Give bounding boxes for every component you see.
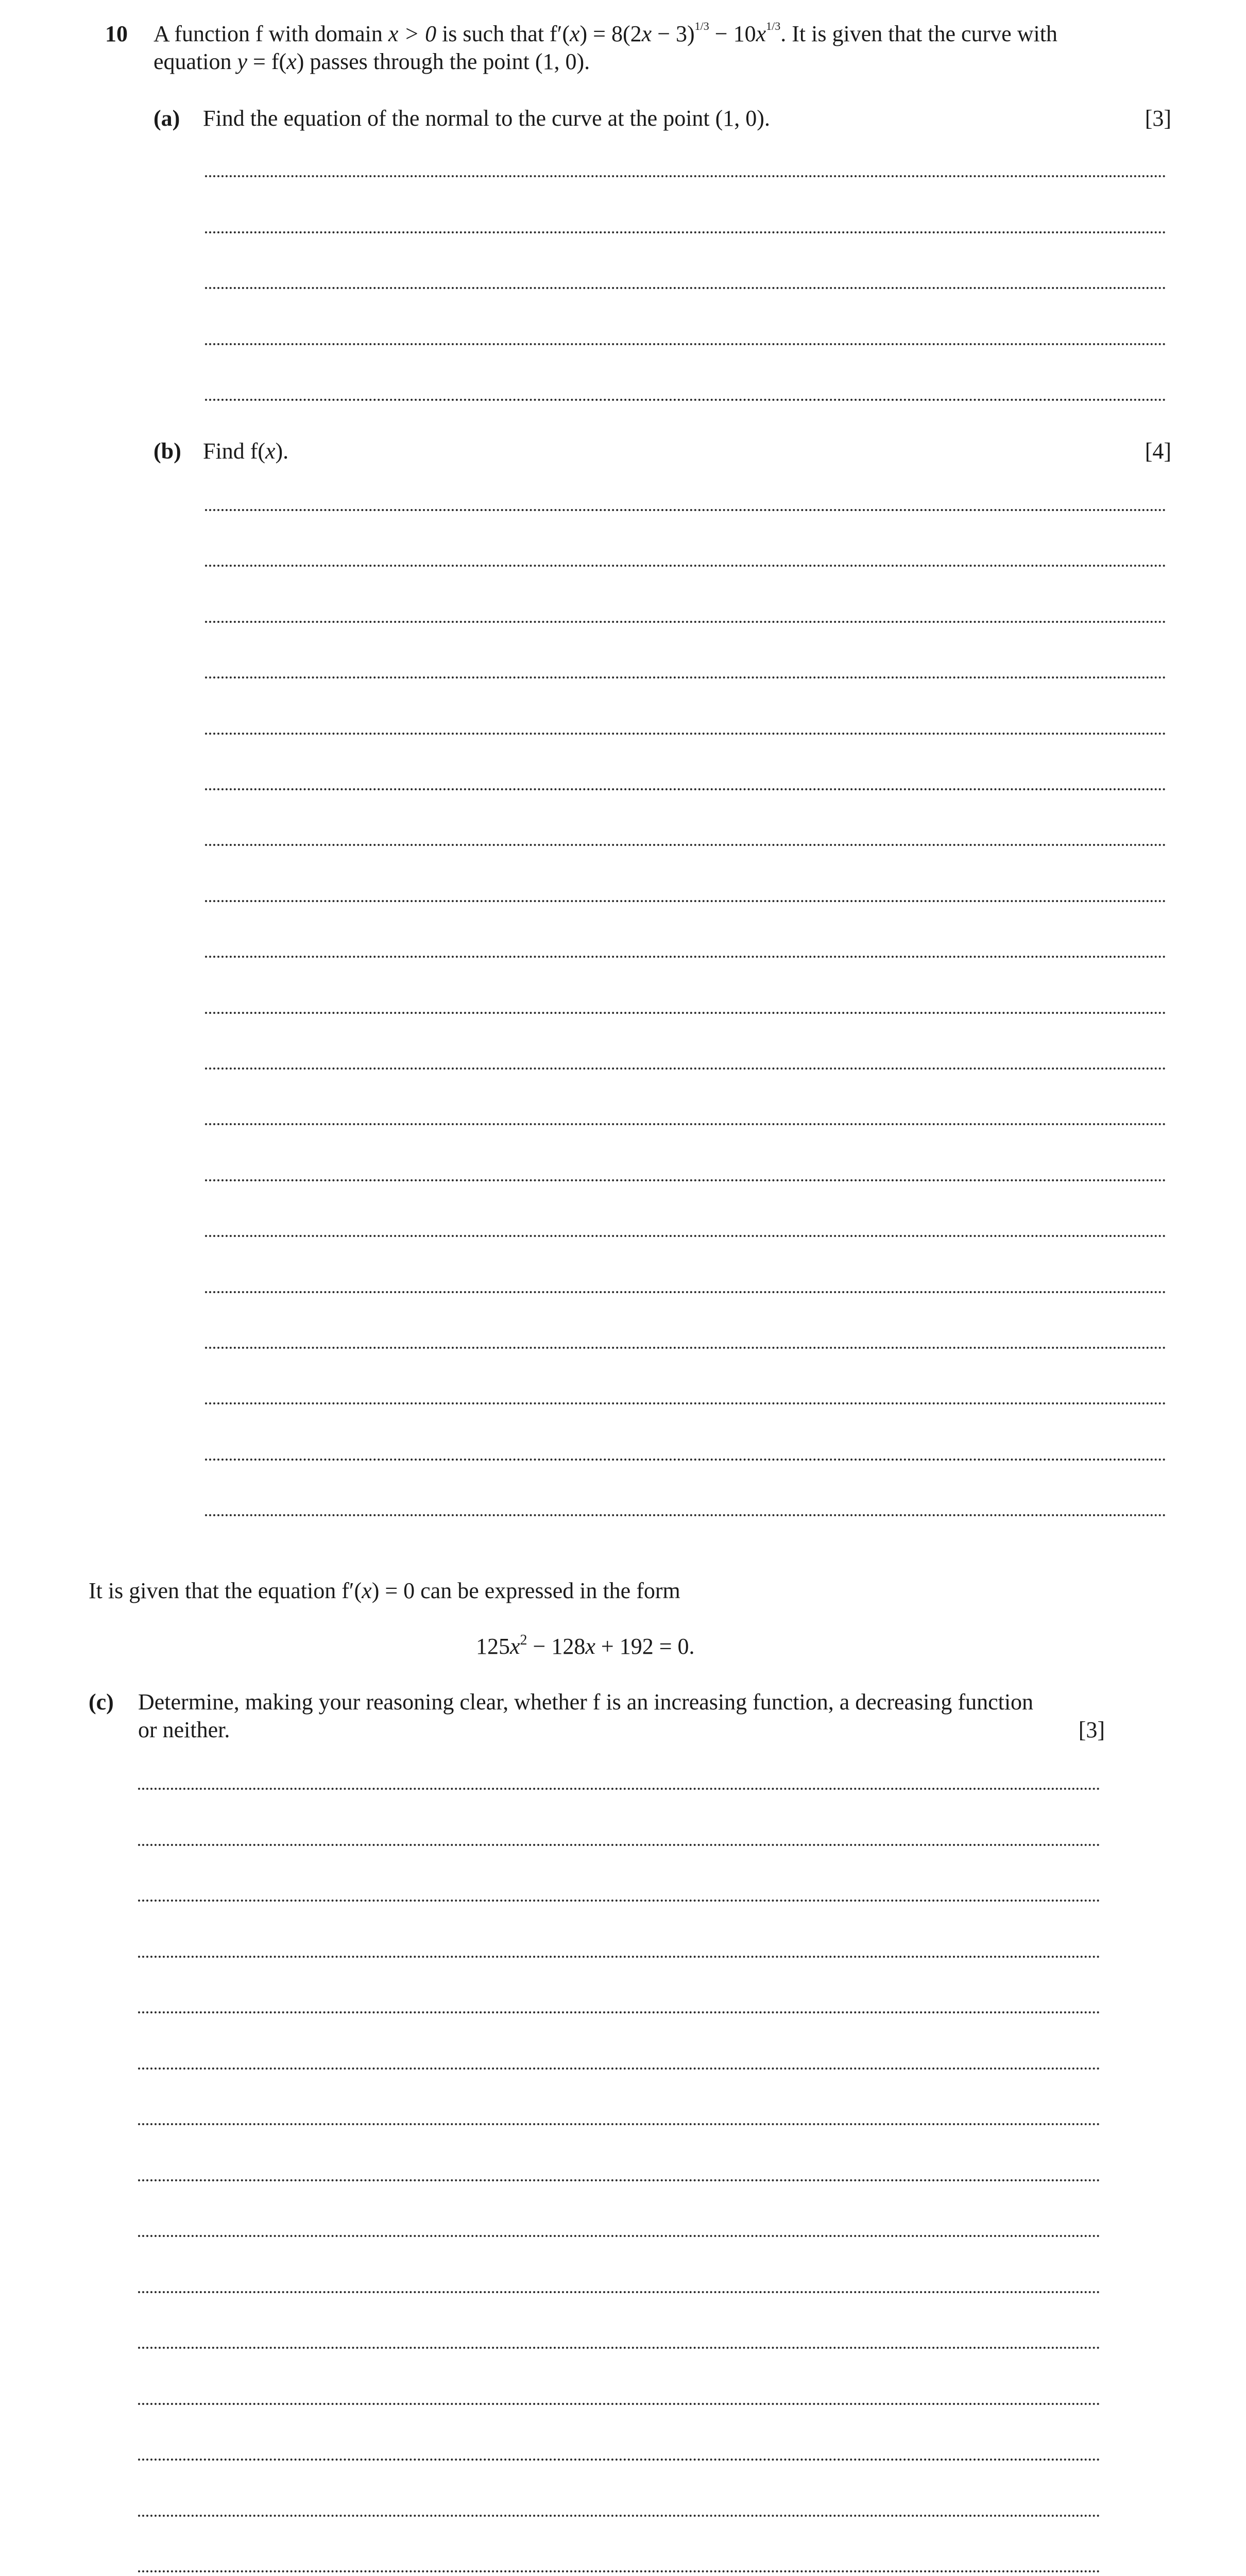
part-c-marks: [3] — [1078, 1717, 1105, 1742]
info-text: It is given that the equation f′(x) = 0 can be expressed in the form — [89, 1578, 680, 1603]
answer-line[interactable] — [138, 1900, 1100, 1902]
answer-line[interactable] — [138, 2459, 1100, 2461]
answer-line[interactable] — [205, 844, 1166, 846]
answer-line[interactable] — [205, 343, 1166, 345]
answer-line[interactable] — [205, 509, 1166, 511]
answer-line[interactable] — [138, 1956, 1100, 1958]
answer-line[interactable] — [138, 2291, 1100, 2293]
answer-line[interactable] — [138, 2570, 1100, 2572]
answer-line[interactable] — [205, 621, 1166, 623]
part-a-marks: [3] — [1145, 106, 1171, 131]
part-a-text: Find the equation of the normal to the curve at the point (1, 0). — [203, 106, 770, 131]
answer-line[interactable] — [205, 788, 1166, 790]
answer-line[interactable] — [205, 1179, 1166, 1181]
answer-line[interactable] — [205, 1459, 1166, 1461]
answer-line[interactable] — [205, 287, 1166, 289]
part-b-marks: [4] — [1145, 438, 1171, 464]
answer-line[interactable] — [138, 2179, 1100, 2181]
answer-line[interactable] — [138, 2347, 1100, 2349]
answer-line[interactable] — [138, 2011, 1100, 2013]
info-equation: $125x^2 - 128x + 192 = 0$. — [476, 1632, 695, 1659]
answer-line[interactable] — [205, 1012, 1166, 1014]
answer-line[interactable] — [205, 1402, 1166, 1404]
answer-line[interactable] — [205, 1291, 1166, 1293]
part-a-label: (a) — [153, 106, 180, 131]
question-number: 10 — [105, 21, 128, 46]
answer-line[interactable] — [138, 2067, 1100, 2070]
part-b-label: (b) — [153, 438, 181, 464]
answer-line[interactable] — [138, 1788, 1100, 1790]
question-stem-line-1: A function f with domain x > 0 is such that $f'(x) = 8(2x - 3)^{1/3} - 10x^{1/3}$. It is given that the curve with — [153, 20, 1057, 46]
answer-line[interactable] — [138, 2123, 1100, 2125]
part-b-text: Find f(x). — [203, 438, 289, 464]
answer-line[interactable] — [205, 565, 1166, 567]
answer-line[interactable] — [205, 1123, 1166, 1125]
answer-line[interactable] — [205, 956, 1166, 958]
answer-line[interactable] — [205, 1235, 1166, 1237]
answer-line[interactable] — [205, 900, 1166, 902]
answer-line[interactable] — [138, 1844, 1100, 1846]
answer-line[interactable] — [138, 2515, 1100, 2517]
part-c-text-line-2: or neither. — [138, 1717, 230, 1742]
answer-line[interactable] — [205, 1067, 1166, 1070]
answer-line[interactable] — [205, 399, 1166, 401]
answer-line[interactable] — [205, 175, 1166, 177]
question-stem-line-2: equation y = f(x) passes through the point (1, 0). — [153, 49, 590, 74]
answer-line[interactable] — [138, 2403, 1100, 2405]
answer-line[interactable] — [205, 1514, 1166, 1516]
answer-line[interactable] — [138, 2235, 1100, 2237]
answer-line[interactable] — [205, 231, 1166, 233]
part-c-text-line-1: Determine, making your reasoning clear, whether f is an increasing function, a decreasing function — [138, 1689, 1034, 1715]
part-c-label: (c) — [89, 1689, 114, 1715]
answer-line[interactable] — [205, 676, 1166, 679]
answer-line[interactable] — [205, 733, 1166, 735]
answer-line[interactable] — [205, 1347, 1166, 1349]
